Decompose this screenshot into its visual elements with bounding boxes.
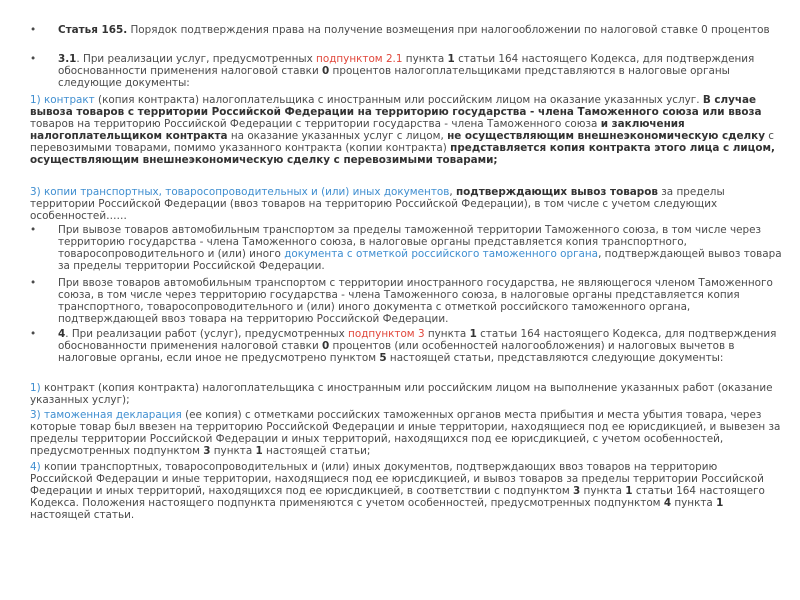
bold-run: представляется копия контракта этого лица с лицом, осуществляющим внешнеэкономическую сделку с перевозимыми товарами; [30, 142, 775, 166]
item-1-contract [30, 94, 783, 166]
number-run: 5 [379, 352, 387, 364]
text-run: контракт (копия контракта) налогоплательщика с иностранным или российским лицом на выполнение указанных работ (оказание указанных услуг); [30, 382, 773, 406]
contract-link[interactable]: контракт [43, 94, 95, 106]
article-title [58, 24, 783, 36]
text-run: товаров на территорию Российской Федерации с территории государства - члена Таможенного союза [30, 118, 601, 130]
subclause-link[interactable]: подпунктом 2.1 [316, 53, 403, 65]
text-run: . При реализации работ (услуг), предусмотренных [65, 328, 349, 340]
text-run: При вывозе товаров автомобильным транспортом за пределы таможенной территории Таможенного союза, в том числе через территорию государства - члена Таможенного союза, в налоговые органы представляется копия транспортного, товаросопроводительного и (или) иного [58, 224, 762, 260]
clause-3-1 [58, 53, 783, 89]
item-number: 3) [30, 409, 41, 421]
bullet-marker: • [30, 277, 37, 289]
text-run: настоящей статьи. [30, 509, 135, 521]
bold-run: подтверждающих вывоз товаров [455, 186, 658, 198]
text-run: пункта [671, 497, 717, 509]
bullet-marker: • [30, 328, 37, 340]
text-run: пункта [580, 485, 626, 497]
number-run: 1 [447, 53, 455, 65]
transport-docs-link[interactable]: копии транспортных, товаросопроводительных и (или) иных документов [43, 186, 450, 198]
bullet-marker: • [30, 224, 37, 236]
item-1-works-contract [30, 382, 783, 406]
item-number: 4) [30, 461, 41, 473]
item-number: 1) [30, 94, 44, 106]
subclause-link[interactable]: подпунктом 3 [348, 328, 425, 340]
import-rule: При ввозе товаров автомобильным транспортом с территории иностранного государства, не являющегося членом Таможенного союза, в том числе через территорию государства - члена Таможенного союза, в налоговые органы представляется копия транспортного, товаросопроводительного и (или) иного документа с отметкой российского таможенного органа, подтверждающей ввоз товара на территорию Российской Федерации. [58, 277, 773, 325]
text-run: статьи 164 настоящего Кодекса. Положения настоящего подпункта применяются с учетом особенностей, предусмотренных подпунктом [30, 485, 765, 509]
article-title-text: Порядок подтверждения права на получение возмещения при налогообложении по налоговой ставке 0 процентов [127, 24, 770, 36]
number-run: 0 [322, 340, 330, 352]
text-run: статьи 164 настоящего Кодекса, для подтверждения обоснованности применения налоговой ставки [58, 53, 755, 77]
text-run: за пределы территории Российской Федерации (ввоз товаров на территорию Российской Федерации), в том числе с учетом следующих особенностей…… [30, 186, 725, 222]
customs-declaration-link[interactable]: таможенная декларация [43, 409, 182, 421]
text-run: (копия контракта) налогоплательщика с иностранным или российским лицом на оказание указанных услуг. [94, 94, 703, 106]
clause-number: 4 [58, 328, 66, 340]
text-run: копии транспортных, товаросопроводительных и (или) иных документов, подтверждающих ввоз товаров на территорию Российской Федерации и иные территории, находящиеся под ее юрисдикцией, и вывоз товаров за пределы территории Российской Федерации и иных территорий, находящихся под ее юрисдикцией, в соответствии с подпунктом [30, 461, 764, 497]
number-run: 0 [322, 65, 330, 77]
customs-mark-link[interactable]: документа с отметкой российского таможенного органа [284, 248, 599, 260]
text-run: с перевозимыми товарами, помимо указанного контракта (копии контракта) [30, 130, 775, 154]
item-number: 1) [30, 382, 41, 394]
text-run: настоящей статьи, представляются следующие документы: [386, 352, 724, 364]
text-run: пункта [210, 445, 256, 457]
clause-number: 3.1 [58, 53, 77, 65]
number-run: 1 [716, 497, 724, 509]
text-run: на оказание указанных услуг с лицом, [227, 130, 448, 142]
text-run: пункта [402, 53, 448, 65]
item-4-transport-docs [30, 461, 783, 521]
text-run: пункта [424, 328, 470, 340]
clause-4 [58, 328, 783, 364]
text-run: процентов (или особенностей налогообложения) и налоговых вычетов в налоговые органы, если иное не предусмотрено пунктом [58, 340, 735, 364]
item-number: 3) [30, 186, 44, 198]
number-run: 1 [255, 445, 263, 457]
bold-run: В случае вывоза товаров с территории Российской Федерации на территорию государства - члена Таможенного союза или ввоза [30, 94, 762, 118]
item-3-transport-docs [30, 186, 783, 222]
number-run: 3 [573, 485, 581, 497]
bold-run: не осуществляющим внешнеэкономическую сделку [447, 130, 765, 142]
number-run: 1 [469, 328, 477, 340]
text-run: , подтверждающей вывоз товара за пределы территории Российской Федерации. [58, 248, 782, 272]
item-3-customs-declaration [30, 409, 783, 457]
article-number: Статья 165. [58, 24, 128, 36]
export-rule [58, 224, 783, 272]
text-run: , [449, 186, 456, 198]
bullet-marker: • [30, 24, 37, 36]
text-run: процентов налогоплательщиками представляются в налоговые органы следующие документы: [58, 65, 730, 89]
bold-run: и заключения налогоплательщиком контракта [30, 118, 685, 142]
number-run: 4 [663, 497, 672, 509]
text-run: . При реализации услуг, предусмотренных [76, 53, 317, 65]
text-run: (ее копия) с отметками российских таможенных органов места прибытия и места убытия товара, через которые товар был ввезен на территорию Российской Федерации и иные территории, находящиеся под ее юрисдикцией, и вывезен за пределы территории Российской Федерации и иных территорий, находящихся под ее юрисдикцией, с учетом особенностей, предусмотренных подпунктом [30, 409, 781, 457]
number-run: 1 [625, 485, 633, 497]
number-run: 3 [203, 445, 211, 457]
text-run: статьи 164 настоящего Кодекса, для подтверждения обоснованности применения налоговой ставки [58, 328, 777, 352]
text-run: настоящей статьи; [262, 445, 371, 457]
bullet-marker: • [30, 53, 37, 65]
